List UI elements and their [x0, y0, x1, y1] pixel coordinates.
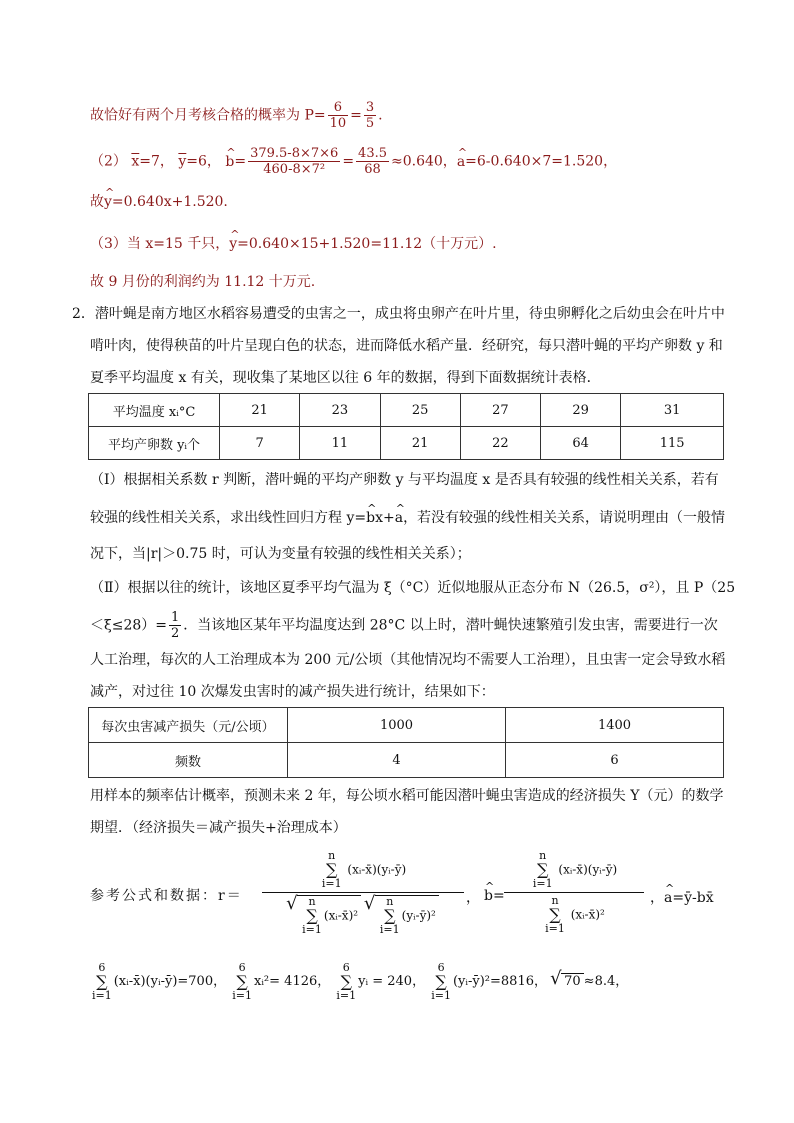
part-1-line-1: （Ⅰ）根据相关系数 r 判断，潜叶蝇的平均产卵数 y 与平均温度 x 是否具有较强的线性相关关系，若有 — [90, 472, 719, 488]
sqrt-70: √ 70 — [561, 973, 584, 990]
question-2-line-1 — [72, 304, 725, 324]
a-formula — [650, 888, 714, 908]
fraction — [328, 100, 349, 131]
b-denominator — [504, 893, 644, 935]
question-2-line-2: 啃叶肉，使得秧苗的叶片呈现白色的状态，进而降低水稻产量．经研究，每只潜叶蝇的平均产卵数 y 和 — [90, 338, 723, 354]
sqrt — [297, 895, 361, 936]
y-bar: $\overline{y}$ — [178, 153, 187, 170]
table-cell: 64 — [541, 427, 621, 460]
data-table-temperature — [88, 393, 724, 460]
sum-upper: 6 — [98, 960, 106, 974]
fraction — [356, 146, 389, 177]
part-2-line-4: 减产，对过往 10 次爆发虫害时的减产损失进行统计，结果如下： — [90, 684, 495, 700]
sum-lower: i=1 — [336, 988, 357, 1002]
denominator: 460-8×7² — [263, 162, 326, 177]
fraction — [169, 610, 181, 641]
text: ，若没有较强的线性相关关系，请说明理由（一般情 — [403, 510, 726, 526]
text: 潜叶蝇是南方地区水稻容易遭受的虫害之一，成虫将虫卵产在叶片里，待虫卵孵化之后幼虫会在叶片中 — [94, 306, 725, 322]
data-term: ≈8.4， — [583, 974, 629, 989]
solution-line-1 — [90, 100, 383, 131]
table-row — [89, 743, 724, 778]
b-formula-label — [484, 886, 505, 906]
denominator: 5 — [365, 116, 375, 131]
part-1-line-2 — [90, 508, 725, 528]
text: （3）当 x=15 千只， — [90, 236, 230, 252]
table-cell: 29 — [541, 394, 621, 427]
denominator: 10 — [329, 116, 347, 131]
part-1-line-3: 况下，当|r|＞0.75 时，可认为变量有较强的线性相关关系）； — [90, 546, 471, 562]
term: =ȳ-bx̄ — [672, 890, 714, 906]
sum-upper: n — [539, 849, 547, 862]
reference-data-line — [90, 960, 628, 1004]
numerator: 3 — [365, 100, 375, 115]
sum-upper: 6 — [342, 960, 350, 974]
numerator: 379.5-8×7×6 — [250, 146, 339, 161]
table-header-cell: 每次虫害减产损失（元/公顷） — [89, 708, 288, 743]
solution-line-4 — [90, 234, 497, 254]
sum-lower: i=1 — [545, 922, 565, 935]
text: =6-0.640×7=1.520， — [465, 153, 618, 170]
data-term: xᵢ²= 4126， — [253, 974, 331, 989]
table-cell: 115 — [621, 427, 724, 460]
table-cell: 23 — [300, 394, 380, 427]
sqrt — [375, 895, 439, 936]
term: (xᵢ-x̄)(yᵢ-ȳ) — [347, 862, 407, 877]
text: . — [378, 107, 383, 124]
sum-upper: 6 — [238, 960, 246, 974]
b-hat: ^ b — [484, 886, 493, 906]
table-cell: 7 — [220, 427, 300, 460]
numerator: 1 — [171, 610, 180, 625]
a-hat: ^ a — [664, 888, 672, 908]
equals: = — [342, 153, 355, 170]
a-hat: ^ a — [395, 508, 403, 528]
sum-upper: n — [386, 895, 394, 908]
solution-line-2 — [90, 146, 617, 177]
text: =0.640x+1.520. — [111, 194, 228, 210]
denominator: 68 — [364, 162, 381, 177]
sum-symbol: n ∑ i=1 — [379, 895, 400, 936]
table-cell: 22 — [460, 427, 540, 460]
text: =6， — [186, 153, 221, 170]
r-numerator — [262, 850, 464, 893]
text: =0.640×15+1.520=11.12（十万元）. — [237, 236, 497, 252]
fraction — [364, 100, 376, 131]
table-cell: 11 — [300, 427, 380, 460]
table-cell: 25 — [380, 394, 460, 427]
data-table-loss — [88, 707, 724, 778]
expectation-line-2: 期望．（经济损失＝减产损失+治理成本） — [90, 820, 347, 836]
b-formula — [504, 850, 644, 935]
data-term: (yᵢ-ȳ)²=8816， — [452, 974, 547, 989]
table-cell: 21 — [220, 394, 300, 427]
sum-symbol: 6 ∑ i=1 — [431, 960, 451, 1002]
sum-lower: i=1 — [532, 877, 553, 890]
table-cell: 6 — [506, 743, 724, 778]
sum-symbol: n ∑ i=1 — [302, 895, 322, 936]
text: ≈0.640， — [391, 153, 457, 170]
sum-lower: i=1 — [92, 988, 112, 1002]
r-formula — [262, 850, 464, 936]
part-2-line-3: 人工治理，每次的人工治理成本为 200 元/公顷（其他情况均不需要人工治理），且虫害一定会导致水稻 — [90, 652, 726, 668]
table-cell: 1000 — [288, 708, 506, 743]
sum-symbol: n ∑ i=1 — [321, 849, 342, 890]
sum-symbol: n ∑ i=1 — [545, 894, 565, 935]
text: =7， — [139, 153, 174, 170]
b-hat: ^ b — [366, 508, 375, 528]
equals: = — [350, 107, 362, 124]
sum-lower: i=1 — [302, 923, 322, 936]
table-row — [89, 427, 724, 460]
table-cell: 4 — [288, 743, 506, 778]
term: (xᵢ-x̄)² — [323, 908, 359, 923]
sum-lower: i=1 — [321, 877, 342, 890]
table-row — [89, 394, 724, 427]
term: (xᵢ-x̄)² — [570, 907, 605, 922]
sum-symbol: 6 ∑ i=1 — [92, 960, 112, 1002]
question-2-line-3: 夏季平均温度 x 有关，现收集了某地区以往 6 年的数据，得到下面数据统计表格． — [90, 370, 601, 386]
table-header-cell: 平均温度 xᵢ°C — [89, 394, 220, 427]
r-denominator — [262, 893, 464, 936]
text: ＜ξ≤28）= — [90, 617, 167, 634]
table-row — [89, 708, 724, 743]
x-bar: $\overline{x}$ — [131, 153, 140, 170]
table-cell: 21 — [380, 427, 460, 460]
sum-upper: n — [328, 849, 336, 862]
sum-lower: i=1 — [232, 988, 252, 1002]
numerator: 6 — [328, 100, 349, 116]
data-term: yᵢ = 240， — [358, 974, 426, 989]
sum-symbol: 6 ∑ i=1 — [232, 960, 252, 1002]
table-cell: 27 — [460, 394, 540, 427]
sum-upper: n — [551, 894, 559, 907]
sum-symbol: 6 ∑ i=1 — [336, 960, 357, 1002]
sum-upper: 6 — [437, 960, 445, 974]
b-hat: ^ b — [225, 152, 234, 172]
equals: = — [492, 888, 505, 904]
denominator: 2 — [171, 626, 180, 641]
expectation-line-1: 用样本的频率估计概率，预测未来 2 年，每公顷水稻可能因潜叶蝇虫害造成的经济损失 Y（元）的数学 — [90, 788, 724, 804]
sum-lower: i=1 — [379, 923, 400, 936]
table-header-cell: 平均产卵数 yᵢ个 — [89, 427, 220, 460]
data-term: (xᵢ-x̄)(yᵢ-ȳ)=700， — [113, 974, 227, 989]
equals: = — [234, 153, 247, 170]
sum-symbol: n ∑ i=1 — [532, 849, 553, 890]
fraction — [248, 146, 340, 177]
part-2-line-1: （Ⅱ）根据以往的统计，该地区夏季平均气温为 ξ（°C）近似地服从正态分布 N（26.5，σ²），且 P（25 — [90, 580, 736, 596]
y-hat: ^ y — [229, 234, 237, 254]
solution-line-5: 故 9 月份的利润约为 11.12 十万元. — [90, 274, 316, 290]
reference-label: 参考公式和数据：r＝ — [90, 888, 243, 904]
numerator: 43.5 — [358, 146, 387, 161]
table-cell: 31 — [621, 394, 724, 427]
table-header-cell: 频数 — [89, 743, 288, 778]
text: x+ — [375, 510, 395, 526]
sum-upper: n — [308, 895, 316, 908]
b-numerator — [504, 850, 644, 893]
part-2-line-2 — [90, 610, 718, 641]
solution-line-3 — [90, 192, 228, 212]
comma: ， — [466, 890, 480, 906]
a-hat: ^ a — [457, 152, 465, 172]
text: （2） — [90, 153, 127, 170]
text: 故 — [90, 194, 104, 210]
text: 故恰好有两个月考核合格的概率为 P= — [90, 107, 326, 124]
y-hat: ^ y — [104, 192, 112, 212]
term: (yᵢ-ȳ)² — [401, 908, 436, 923]
text: 较强的线性相关关系，求出线性回归方程 y= — [90, 510, 367, 526]
question-number: 2． — [72, 306, 95, 322]
table-cell: 1400 — [506, 708, 724, 743]
text: ．当该地区某年平均温度达到 28°C 以上时，潜叶蝇快速繁殖引发虫害，需要进行一次 — [183, 617, 718, 634]
sum-lower: i=1 — [431, 988, 451, 1002]
term: (xᵢ-x̄)(yᵢ-ȳ) — [558, 862, 618, 877]
comma: ， — [650, 890, 664, 906]
